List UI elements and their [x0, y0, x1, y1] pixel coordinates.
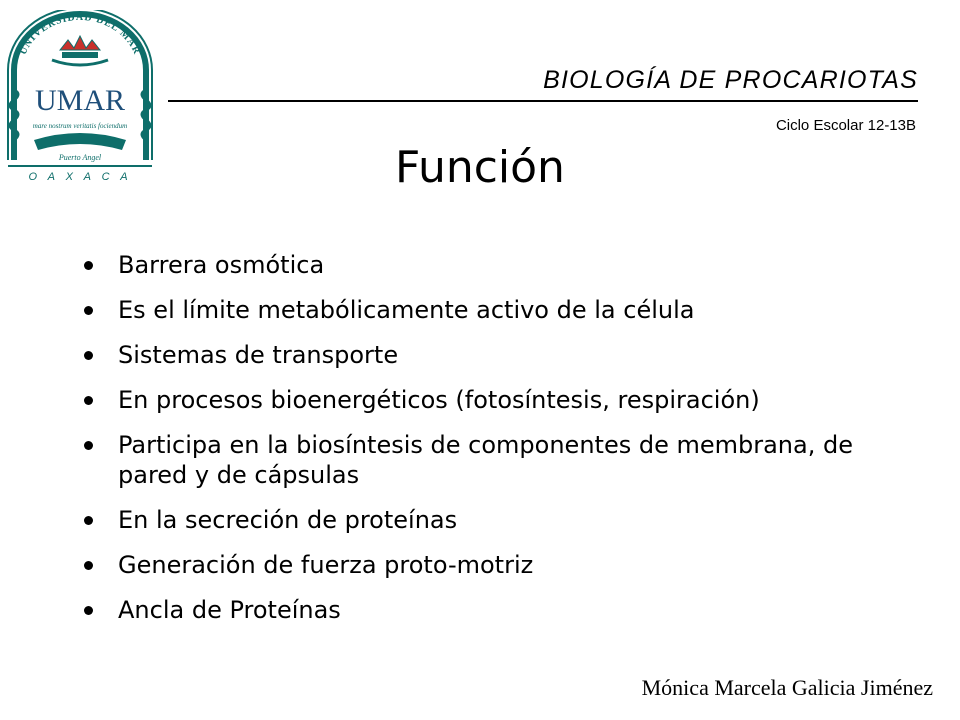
- bullet-text: Generación de fuerza proto-motriz: [118, 551, 534, 579]
- logo-arc-text: UNIVERSIDAD DEL MAR: [17, 11, 143, 57]
- bullet-text: Participa en la biosíntesis de componentes de membrana, de pared y de cápsulas: [118, 431, 853, 489]
- bullet-text: En la secreción de proteínas: [118, 506, 458, 534]
- bullet-dot-icon: [84, 441, 93, 450]
- bullet-item: [84, 595, 854, 625]
- logo-state: O A X A C A: [28, 171, 132, 182]
- author-name: Mónica Marcela Galicia Jiménez: [641, 675, 933, 700]
- logo-location: Puerto Angel: [58, 153, 102, 162]
- bullet-text: Es el límite metabólicamente activo de la célula: [118, 296, 695, 324]
- bullet-dot-icon: [84, 261, 93, 270]
- bullet-dot-icon: [84, 606, 93, 615]
- bullet-dot-icon: [84, 516, 93, 525]
- slide-title: Función: [395, 142, 565, 193]
- bullet-text: En procesos bioenergéticos (fotosíntesis, respiración): [118, 386, 760, 414]
- bullet-item: [84, 250, 854, 280]
- bullet-dot-icon: [84, 396, 93, 405]
- bullet-text: Barrera osmótica: [118, 251, 325, 279]
- bullet-item: [84, 295, 854, 325]
- bullet-item: [84, 385, 854, 415]
- course-title: BIOLOGÍA DE PROCARIOTAS: [543, 66, 918, 94]
- bullet-dot-icon: [84, 306, 93, 315]
- logo-monogram: UMAR: [34, 84, 126, 117]
- bullet-text: Ancla de Proteínas: [118, 596, 341, 624]
- school-cycle: Ciclo Escolar 12-13B: [775, 117, 916, 134]
- header-divider: [168, 100, 918, 102]
- bullet-text: Sistemas de transporte: [118, 341, 399, 369]
- bullet-dot-icon: [84, 351, 93, 360]
- bullet-item: [84, 505, 854, 535]
- logo-motto: mare nostrum veritatis fociendum: [32, 122, 128, 130]
- bullet-item: [84, 430, 854, 490]
- bullet-item: [84, 340, 854, 370]
- bullet-item: [84, 550, 854, 580]
- bullet-dot-icon: [84, 561, 93, 570]
- bullet-list: [84, 250, 854, 640]
